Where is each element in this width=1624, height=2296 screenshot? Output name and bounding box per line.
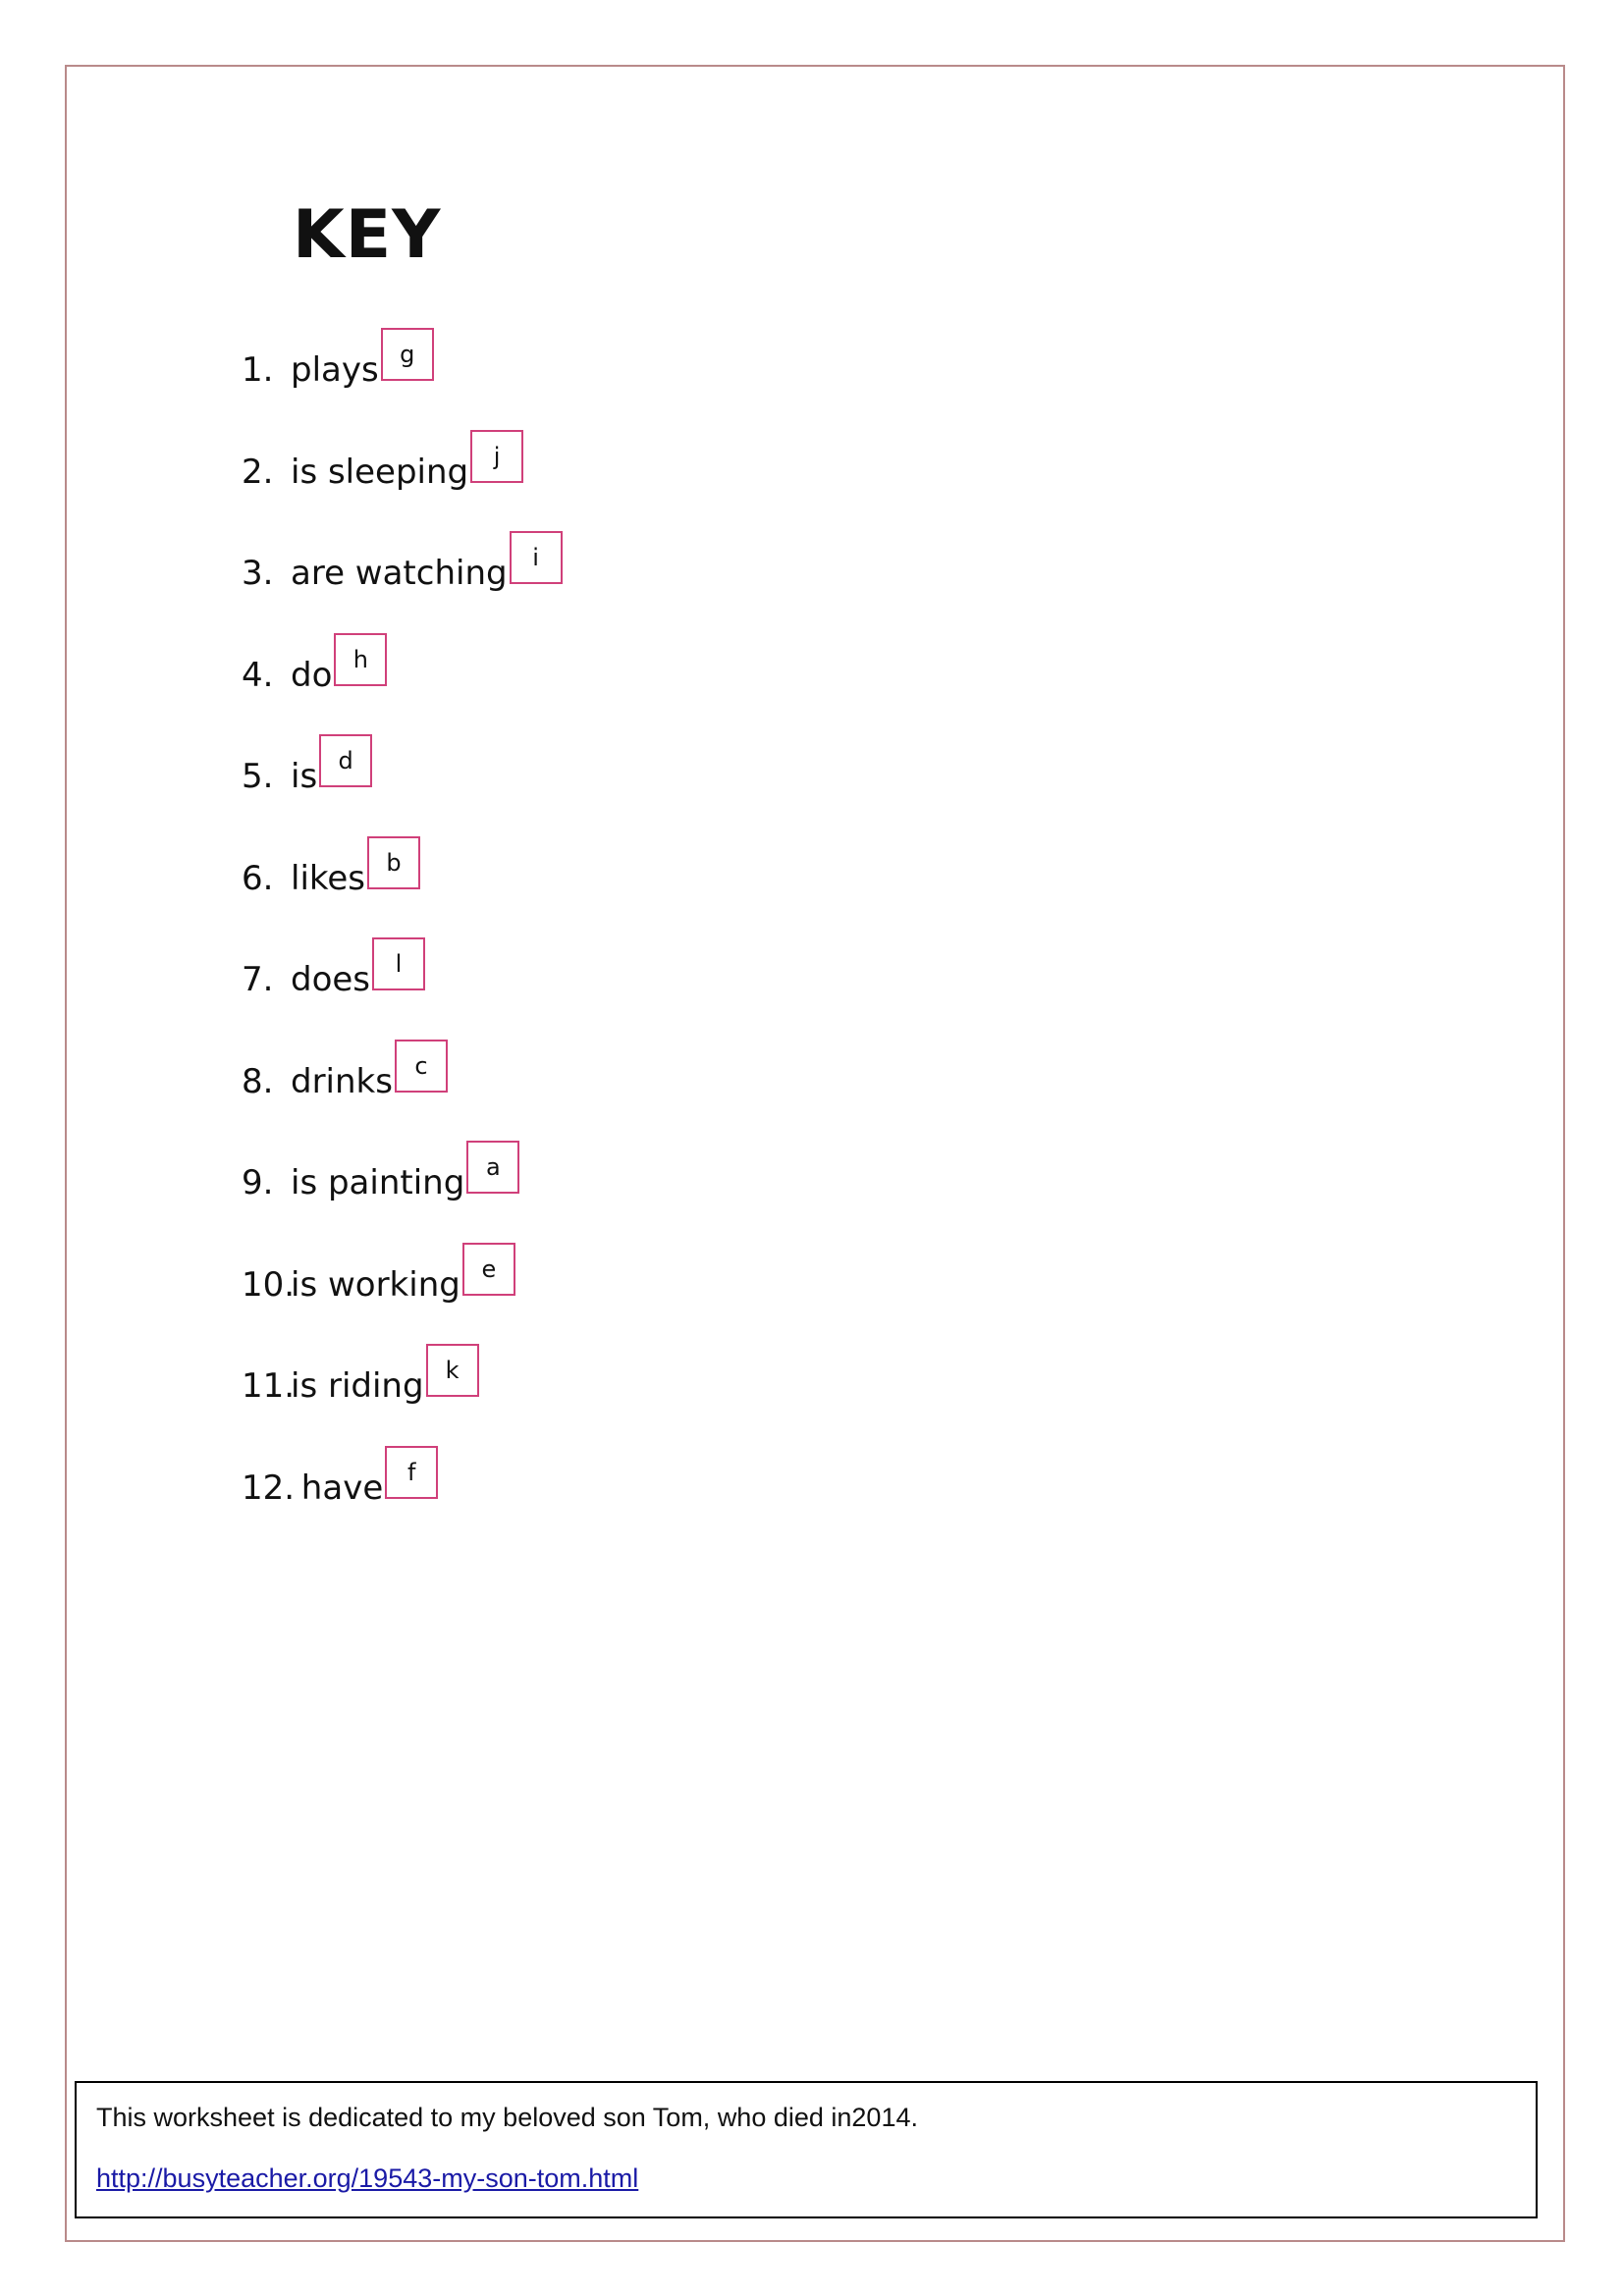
- answer-letter-box: j: [470, 430, 523, 483]
- answer-letter-box: i: [510, 531, 563, 584]
- answer-letter-box: f: [385, 1446, 438, 1499]
- answer-item-1: [242, 328, 563, 430]
- answer-letter-box: g: [381, 328, 434, 381]
- answer-text: are watching: [291, 554, 508, 593]
- answer-letter-box: e: [462, 1243, 515, 1296]
- answer-item-12: [242, 1446, 563, 1548]
- answer-number: 4.: [242, 655, 274, 695]
- answer-number: 3.: [242, 554, 274, 593]
- answer-item-2: [242, 430, 563, 532]
- dedication-text: This worksheet is dedicated to my beloved son Tom, who died in2014.: [96, 2103, 918, 2132]
- answer-number: 5.: [242, 757, 274, 796]
- answer-text: is riding: [291, 1366, 424, 1406]
- answer-number: 2.: [242, 452, 274, 492]
- answer-text: drinks: [291, 1061, 393, 1101]
- answer-text: have: [291, 1468, 384, 1508]
- answer-letter-box: a: [466, 1141, 519, 1194]
- source-link[interactable]: http://busyteacher.org/19543-my-son-tom.html: [96, 2163, 639, 2193]
- page-title: KEY: [293, 196, 442, 274]
- answer-item-5: [242, 734, 563, 836]
- answer-item-6: [242, 836, 563, 938]
- answer-number: 12.: [242, 1468, 296, 1508]
- footer-dedication-box: [75, 2081, 1538, 2218]
- answer-item-11: [242, 1344, 563, 1446]
- answer-number: 6.: [242, 858, 274, 898]
- answer-text: plays: [291, 350, 379, 390]
- answer-text: likes: [291, 858, 366, 898]
- answer-letter-box: c: [395, 1040, 448, 1093]
- answer-item-4: [242, 633, 563, 735]
- answer-text: do: [291, 655, 333, 695]
- answer-key-list: [242, 328, 563, 1547]
- answer-letter-box: h: [334, 633, 387, 686]
- answer-number: 9.: [242, 1163, 274, 1202]
- answer-text: is: [291, 757, 318, 796]
- answer-number: 1.: [242, 350, 274, 390]
- answer-letter-box: l: [372, 937, 425, 990]
- answer-text: is working: [291, 1264, 460, 1305]
- answer-letter-box: b: [367, 836, 420, 889]
- answer-number: 10.: [242, 1264, 296, 1305]
- answer-item-7: [242, 937, 563, 1040]
- answer-item-10: [242, 1243, 563, 1345]
- answer-text: is painting: [291, 1163, 465, 1202]
- answer-number: 11.: [242, 1366, 296, 1406]
- answer-number: 7.: [242, 960, 274, 999]
- answer-item-8: [242, 1040, 563, 1142]
- answer-number: 8.: [242, 1061, 274, 1101]
- answer-text: is sleeping: [291, 452, 469, 492]
- answer-text: does: [291, 960, 371, 999]
- answer-letter-box: k: [426, 1344, 479, 1397]
- answer-item-9: [242, 1141, 563, 1243]
- answer-item-3: [242, 531, 563, 633]
- answer-letter-box: d: [319, 734, 372, 787]
